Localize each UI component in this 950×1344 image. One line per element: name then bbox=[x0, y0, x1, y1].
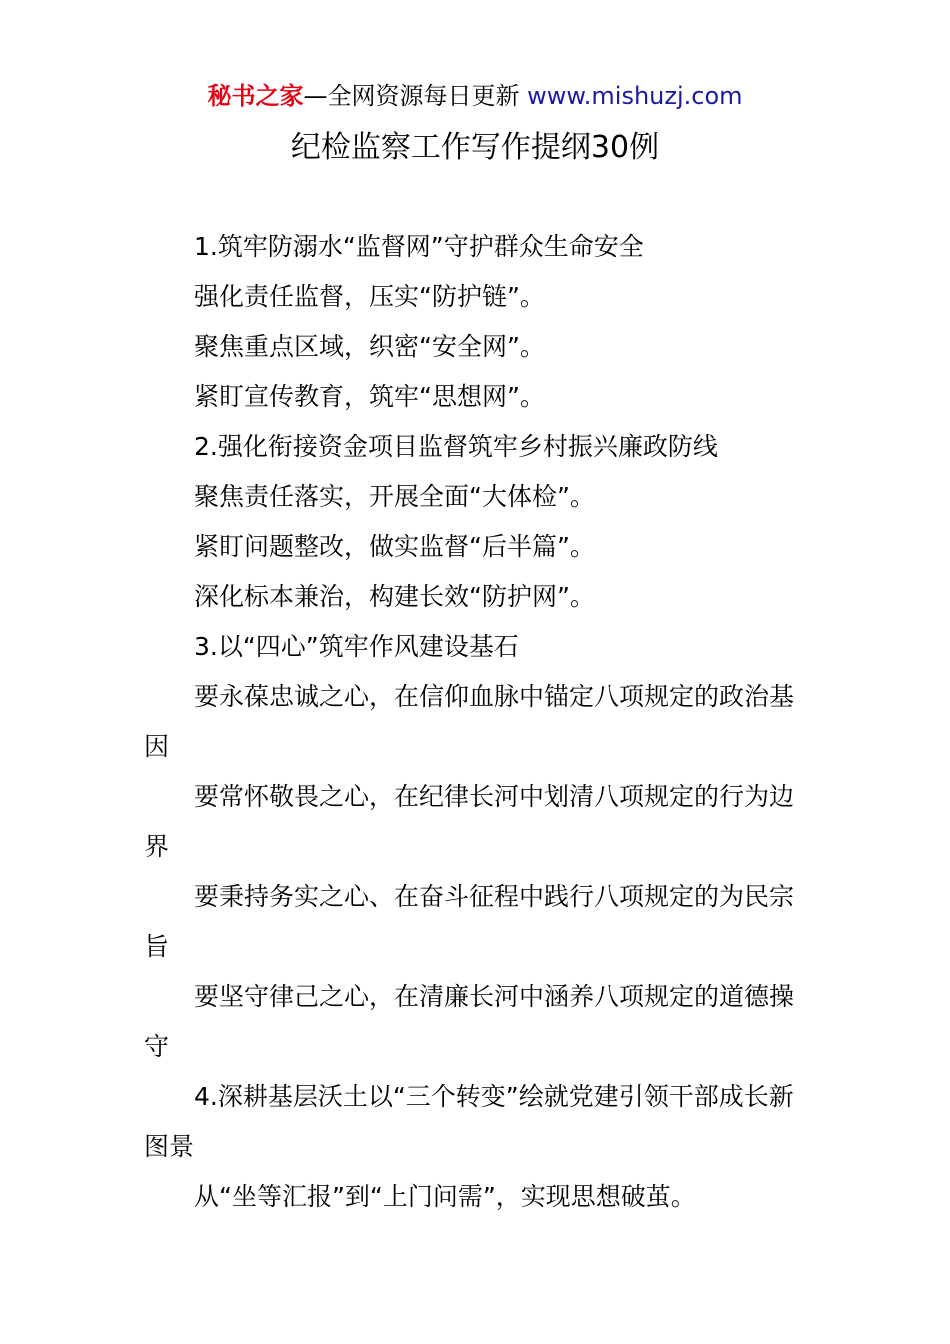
site-url[interactable]: www.mishuzj.com bbox=[527, 82, 743, 110]
outline-point: 从“坐等汇报”到“上门问需”，实现思想破茧。 bbox=[194, 1182, 696, 1211]
outline-point: 要永葆忠诚之心，在信仰血脉中锚定八项规定的政治基因 bbox=[144, 682, 795, 761]
outline-point: 强化责任监督，压实“防护链”。 bbox=[194, 282, 545, 311]
document-body bbox=[144, 222, 812, 1222]
outline-heading-3: 3.以“四心”筑牢作风建设基石 bbox=[194, 632, 519, 661]
site-tagline: —全网资源每日更新 bbox=[303, 82, 528, 110]
site-header bbox=[0, 80, 950, 112]
outline-point: 紧盯问题整改，做实监督“后半篇”。 bbox=[194, 532, 595, 561]
outline-point: 聚焦责任落实，开展全面“大体检”。 bbox=[194, 482, 595, 511]
site-brand: 秘书之家 bbox=[207, 82, 304, 110]
outline-heading-4: 4.深耕基层沃土以“三个转变”绘就党建引领干部成长新图景 bbox=[144, 1082, 794, 1161]
outline-point: 聚焦重点区域，织密“安全网”。 bbox=[194, 332, 545, 361]
outline-point: 深化标本兼治，构建长效“防护网”。 bbox=[194, 582, 595, 611]
outline-heading-2: 2.强化衔接资金项目监督筑牢乡村振兴廉政防线 bbox=[194, 432, 718, 461]
outline-point: 要常怀敬畏之心，在纪律长河中划清八项规定的行为边界 bbox=[144, 782, 795, 861]
outline-heading-1: 1.筑牢防溺水“监督网”守护群众生命安全 bbox=[194, 232, 644, 261]
outline-point: 要坚守律己之心，在清廉长河中涵养八项规定的道德操守 bbox=[144, 982, 795, 1061]
outline-point: 要秉持务实之心、在奋斗征程中践行八项规定的为民宗旨 bbox=[144, 882, 795, 961]
document-title: 纪检监察工作写作提纲30例 bbox=[290, 130, 660, 165]
outline-point: 紧盯宣传教育，筑牢“思想网”。 bbox=[194, 382, 545, 411]
